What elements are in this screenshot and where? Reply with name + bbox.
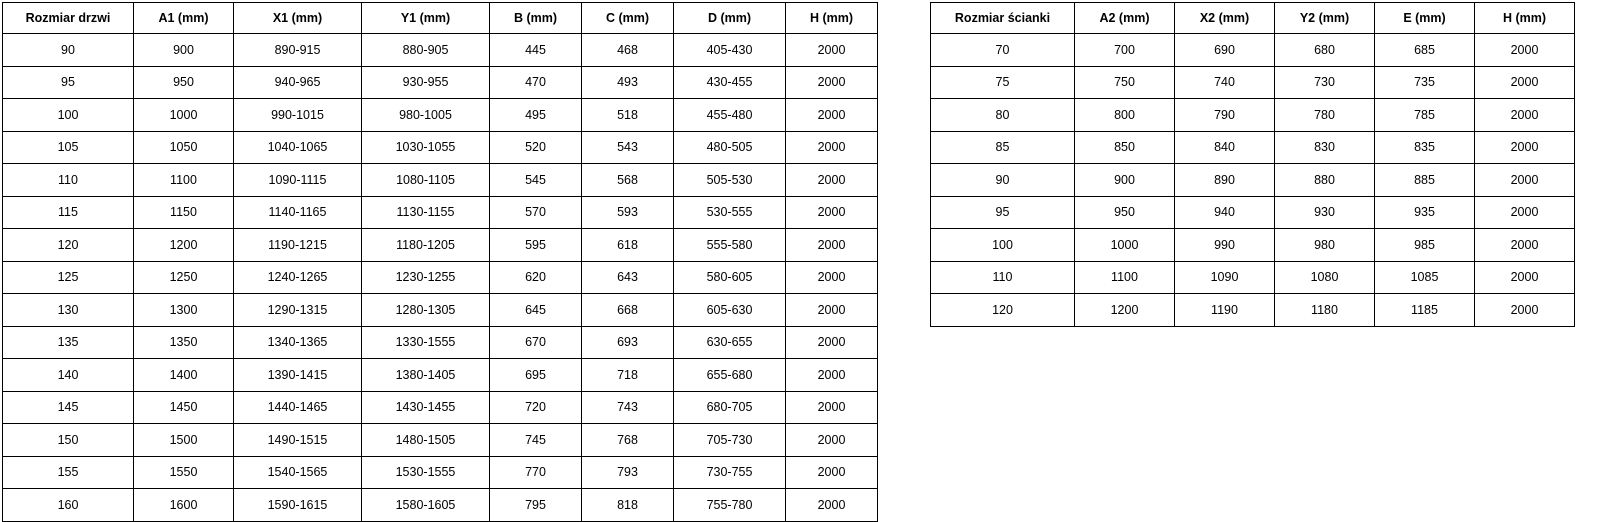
cell-b: 795 <box>490 489 582 522</box>
cell-b: 445 <box>490 34 582 67</box>
cell-rozmiar-scianki: 70 <box>931 34 1075 67</box>
cell-h: 2000 <box>1475 261 1575 294</box>
cell-rozmiar-scianki: 110 <box>931 261 1075 294</box>
table-row <box>931 66 1575 99</box>
table-row <box>931 131 1575 164</box>
cell-rozmiar-scianki: 100 <box>931 229 1075 262</box>
cell-c: 468 <box>582 34 674 67</box>
cell-d: 655-680 <box>674 359 786 392</box>
cell-y1: 1530-1555 <box>362 456 490 489</box>
cell-b: 620 <box>490 261 582 294</box>
cell-h: 2000 <box>1475 294 1575 327</box>
cell-d: 730-755 <box>674 456 786 489</box>
cell-x1: 1140-1165 <box>234 196 362 229</box>
cell-d: 480-505 <box>674 131 786 164</box>
column-header-x2: X2 (mm) <box>1175 3 1275 34</box>
cell-x2: 1090 <box>1175 261 1275 294</box>
cell-y2: 730 <box>1275 66 1375 99</box>
cell-a2: 850 <box>1075 131 1175 164</box>
cell-y1: 1230-1255 <box>362 261 490 294</box>
cell-x1: 1390-1415 <box>234 359 362 392</box>
cell-b: 695 <box>490 359 582 392</box>
cell-y2: 930 <box>1275 196 1375 229</box>
cell-c: 793 <box>582 456 674 489</box>
cell-c: 593 <box>582 196 674 229</box>
cell-y1: 1480-1505 <box>362 424 490 457</box>
cell-b: 670 <box>490 326 582 359</box>
cell-h: 2000 <box>786 456 878 489</box>
cell-a1: 1050 <box>134 131 234 164</box>
table-row <box>931 261 1575 294</box>
cell-h: 2000 <box>786 34 878 67</box>
cell-h: 2000 <box>1475 196 1575 229</box>
column-header-a2: A2 (mm) <box>1075 3 1175 34</box>
cell-c: 618 <box>582 229 674 262</box>
cell-c: 518 <box>582 99 674 132</box>
cell-y2: 830 <box>1275 131 1375 164</box>
cell-a1: 1100 <box>134 164 234 197</box>
cell-c: 643 <box>582 261 674 294</box>
cell-a2: 1200 <box>1075 294 1175 327</box>
cell-rozmiar-drzwi: 155 <box>3 456 134 489</box>
cell-rozmiar-scianki: 75 <box>931 66 1075 99</box>
column-header-d: D (mm) <box>674 3 786 34</box>
cell-y2: 880 <box>1275 164 1375 197</box>
cell-b: 645 <box>490 294 582 327</box>
table-row <box>3 489 878 522</box>
column-header-rozmiar-scianki: Rozmiar ścianki <box>931 3 1075 34</box>
cell-y1: 930-955 <box>362 66 490 99</box>
cell-y1: 1330-1555 <box>362 326 490 359</box>
cell-rozmiar-scianki: 120 <box>931 294 1075 327</box>
walls-dimensions-table-container <box>930 2 1575 327</box>
table-row <box>3 424 878 457</box>
cell-c: 743 <box>582 391 674 424</box>
table-row <box>3 164 878 197</box>
cell-e: 935 <box>1375 196 1475 229</box>
table-row <box>3 359 878 392</box>
cell-x1: 1190-1215 <box>234 229 362 262</box>
cell-x1: 1440-1465 <box>234 391 362 424</box>
cell-x2: 890 <box>1175 164 1275 197</box>
cell-a1: 1450 <box>134 391 234 424</box>
cell-y1: 1180-1205 <box>362 229 490 262</box>
cell-b: 570 <box>490 196 582 229</box>
cell-rozmiar-scianki: 80 <box>931 99 1075 132</box>
cell-rozmiar-drzwi: 120 <box>3 229 134 262</box>
cell-e: 735 <box>1375 66 1475 99</box>
cell-d: 630-655 <box>674 326 786 359</box>
cell-h: 2000 <box>1475 164 1575 197</box>
cell-y2: 1180 <box>1275 294 1375 327</box>
cell-h: 2000 <box>786 261 878 294</box>
cell-x1: 1240-1265 <box>234 261 362 294</box>
cell-b: 520 <box>490 131 582 164</box>
cell-rozmiar-drzwi: 95 <box>3 66 134 99</box>
doors-table-header <box>3 3 878 34</box>
cell-e: 1185 <box>1375 294 1475 327</box>
table-row <box>931 196 1575 229</box>
cell-y1: 1130-1155 <box>362 196 490 229</box>
table-row <box>931 164 1575 197</box>
cell-x2: 940 <box>1175 196 1275 229</box>
column-header-rozmiar-drzwi: Rozmiar drzwi <box>3 3 134 34</box>
table-row <box>3 131 878 164</box>
table-row <box>3 66 878 99</box>
cell-d: 455-480 <box>674 99 786 132</box>
cell-c: 543 <box>582 131 674 164</box>
cell-rozmiar-drzwi: 140 <box>3 359 134 392</box>
cell-rozmiar-drzwi: 135 <box>3 326 134 359</box>
cell-rozmiar-drzwi: 90 <box>3 34 134 67</box>
column-header-c: C (mm) <box>582 3 674 34</box>
table-row <box>931 229 1575 262</box>
cell-d: 405-430 <box>674 34 786 67</box>
cell-h: 2000 <box>1475 229 1575 262</box>
cell-c: 568 <box>582 164 674 197</box>
cell-b: 495 <box>490 99 582 132</box>
cell-h: 2000 <box>786 326 878 359</box>
cell-e: 1085 <box>1375 261 1475 294</box>
doors-table-body <box>3 34 878 522</box>
cell-e: 785 <box>1375 99 1475 132</box>
table-row <box>931 34 1575 67</box>
cell-e: 685 <box>1375 34 1475 67</box>
cell-a1: 1500 <box>134 424 234 457</box>
cell-rozmiar-drzwi: 125 <box>3 261 134 294</box>
cell-rozmiar-drzwi: 115 <box>3 196 134 229</box>
column-header-y1: Y1 (mm) <box>362 3 490 34</box>
cell-c: 718 <box>582 359 674 392</box>
cell-y1: 880-905 <box>362 34 490 67</box>
cell-y1: 1380-1405 <box>362 359 490 392</box>
column-header-e: E (mm) <box>1375 3 1475 34</box>
cell-d: 505-530 <box>674 164 786 197</box>
walls-dimensions-table <box>930 2 1575 327</box>
table-row <box>931 99 1575 132</box>
cell-rozmiar-drzwi: 105 <box>3 131 134 164</box>
cell-h: 2000 <box>1475 99 1575 132</box>
cell-c: 768 <box>582 424 674 457</box>
cell-e: 835 <box>1375 131 1475 164</box>
cell-x2: 690 <box>1175 34 1275 67</box>
cell-b: 470 <box>490 66 582 99</box>
cell-y1: 1080-1105 <box>362 164 490 197</box>
cell-a2: 1100 <box>1075 261 1175 294</box>
cell-c: 493 <box>582 66 674 99</box>
cell-d: 530-555 <box>674 196 786 229</box>
cell-rozmiar-drzwi: 160 <box>3 489 134 522</box>
column-header-y2: Y2 (mm) <box>1275 3 1375 34</box>
cell-h: 2000 <box>1475 131 1575 164</box>
column-header-x1: X1 (mm) <box>234 3 362 34</box>
cell-y1: 1280-1305 <box>362 294 490 327</box>
cell-x2: 1190 <box>1175 294 1275 327</box>
cell-a1: 1300 <box>134 294 234 327</box>
cell-rozmiar-scianki: 85 <box>931 131 1075 164</box>
cell-c: 668 <box>582 294 674 327</box>
cell-rozmiar-drzwi: 145 <box>3 391 134 424</box>
cell-x1: 1590-1615 <box>234 489 362 522</box>
cell-y1: 1580-1605 <box>362 489 490 522</box>
cell-c: 693 <box>582 326 674 359</box>
table-row <box>3 456 878 489</box>
cell-a1: 1400 <box>134 359 234 392</box>
cell-x1: 1540-1565 <box>234 456 362 489</box>
cell-a2: 700 <box>1075 34 1175 67</box>
cell-y1: 980-1005 <box>362 99 490 132</box>
cell-rozmiar-scianki: 95 <box>931 196 1075 229</box>
cell-h: 2000 <box>786 66 878 99</box>
cell-b: 720 <box>490 391 582 424</box>
cell-e: 985 <box>1375 229 1475 262</box>
cell-h: 2000 <box>786 164 878 197</box>
column-header-a1: A1 (mm) <box>134 3 234 34</box>
cell-h: 2000 <box>786 99 878 132</box>
cell-x1: 1490-1515 <box>234 424 362 457</box>
cell-rozmiar-scianki: 90 <box>931 164 1075 197</box>
cell-h: 2000 <box>786 294 878 327</box>
cell-a1: 1150 <box>134 196 234 229</box>
cell-a1: 1350 <box>134 326 234 359</box>
cell-rozmiar-drzwi: 150 <box>3 424 134 457</box>
cell-y2: 780 <box>1275 99 1375 132</box>
cell-d: 430-455 <box>674 66 786 99</box>
cell-h: 2000 <box>786 359 878 392</box>
walls-table-body <box>931 34 1575 327</box>
cell-rozmiar-drzwi: 110 <box>3 164 134 197</box>
cell-a1: 1250 <box>134 261 234 294</box>
cell-x1: 940-965 <box>234 66 362 99</box>
cell-h: 2000 <box>786 391 878 424</box>
cell-x1: 1090-1115 <box>234 164 362 197</box>
doors-dimensions-table <box>2 2 878 522</box>
cell-x1: 890-915 <box>234 34 362 67</box>
cell-x2: 990 <box>1175 229 1275 262</box>
cell-b: 545 <box>490 164 582 197</box>
table-row <box>3 261 878 294</box>
cell-x2: 790 <box>1175 99 1275 132</box>
cell-a2: 900 <box>1075 164 1175 197</box>
cell-h: 2000 <box>786 424 878 457</box>
cell-a2: 950 <box>1075 196 1175 229</box>
column-header-h: H (mm) <box>786 3 878 34</box>
cell-y2: 980 <box>1275 229 1375 262</box>
cell-y1: 1430-1455 <box>362 391 490 424</box>
table-row <box>3 294 878 327</box>
cell-a2: 750 <box>1075 66 1175 99</box>
cell-c: 818 <box>582 489 674 522</box>
table-row <box>3 196 878 229</box>
cell-rozmiar-drzwi: 130 <box>3 294 134 327</box>
cell-h: 2000 <box>1475 66 1575 99</box>
cell-x1: 1340-1365 <box>234 326 362 359</box>
walls-table-header <box>931 3 1575 34</box>
table-header-row <box>3 3 878 34</box>
table-row <box>3 391 878 424</box>
table-row <box>3 229 878 262</box>
cell-a2: 800 <box>1075 99 1175 132</box>
cell-a1: 900 <box>134 34 234 67</box>
cell-h: 2000 <box>786 131 878 164</box>
cell-a1: 1000 <box>134 99 234 132</box>
cell-x2: 740 <box>1175 66 1275 99</box>
cell-y2: 1080 <box>1275 261 1375 294</box>
cell-y1: 1030-1055 <box>362 131 490 164</box>
cell-d: 755-780 <box>674 489 786 522</box>
cell-a1: 1200 <box>134 229 234 262</box>
doors-dimensions-table-container <box>2 2 878 522</box>
cell-b: 770 <box>490 456 582 489</box>
cell-h: 2000 <box>786 229 878 262</box>
table-row <box>3 99 878 132</box>
cell-a2: 1000 <box>1075 229 1175 262</box>
cell-h: 2000 <box>1475 34 1575 67</box>
table-row <box>3 326 878 359</box>
table-header-row <box>931 3 1575 34</box>
cell-x2: 840 <box>1175 131 1275 164</box>
cell-e: 885 <box>1375 164 1475 197</box>
table-row <box>931 294 1575 327</box>
cell-d: 580-605 <box>674 261 786 294</box>
cell-b: 595 <box>490 229 582 262</box>
cell-d: 605-630 <box>674 294 786 327</box>
cell-rozmiar-drzwi: 100 <box>3 99 134 132</box>
column-header-b: B (mm) <box>490 3 582 34</box>
cell-a1: 1550 <box>134 456 234 489</box>
table-row <box>3 34 878 67</box>
cell-y2: 680 <box>1275 34 1375 67</box>
cell-b: 745 <box>490 424 582 457</box>
cell-h: 2000 <box>786 489 878 522</box>
cell-x1: 1040-1065 <box>234 131 362 164</box>
cell-d: 680-705 <box>674 391 786 424</box>
cell-a1: 950 <box>134 66 234 99</box>
cell-d: 555-580 <box>674 229 786 262</box>
cell-h: 2000 <box>786 196 878 229</box>
cell-a1: 1600 <box>134 489 234 522</box>
cell-x1: 1290-1315 <box>234 294 362 327</box>
cell-d: 705-730 <box>674 424 786 457</box>
column-header-h: H (mm) <box>1475 3 1575 34</box>
cell-x1: 990-1015 <box>234 99 362 132</box>
